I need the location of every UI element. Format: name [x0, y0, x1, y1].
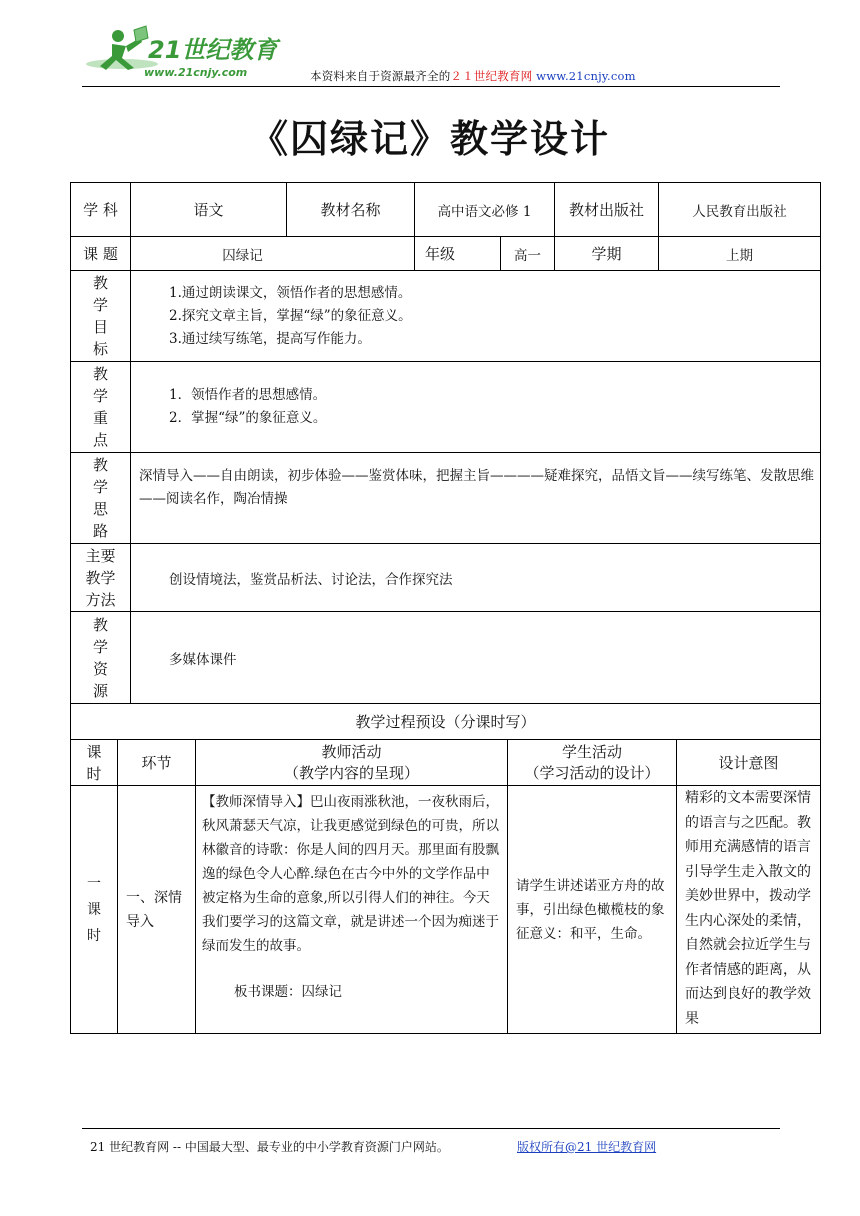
focus-content	[131, 362, 821, 453]
goal-item: 2.探究文章主旨，掌握“绿”的象征意义。	[169, 307, 412, 324]
page-title: 《囚绿记》教学设计	[249, 117, 610, 161]
col-intent: 设计意图	[677, 740, 821, 786]
focus-label: 教 学 重 点	[71, 362, 131, 453]
logo-text: 21世纪教育	[148, 36, 278, 64]
grade-label: 年级	[415, 237, 501, 271]
process-table	[70, 703, 821, 1034]
focus-item: 1．领悟作者的思想感情。	[169, 387, 327, 403]
resources-content: 多媒体课件	[131, 612, 821, 704]
header-note	[310, 68, 636, 84]
methods-content: 创设情境法，鉴赏品析法、讨论法，合作探究法	[131, 544, 821, 612]
term-label: 学期	[555, 237, 659, 271]
term-value: 上期	[659, 237, 821, 271]
col-teacher: 教师活动 （教学内容的呈现）	[196, 740, 508, 786]
footer-copyright-link[interactable]: 版权所有@21 世纪教育网	[517, 1140, 657, 1154]
textbook-value: 高中语文必修 1	[415, 183, 555, 237]
header-note-prefix: 本资料来自于资源最齐全的	[310, 69, 451, 83]
goal-item: 1.通过朗读课文，领悟作者的思想感情。	[169, 284, 412, 301]
process-heading: 教学过程预设（分课时写）	[71, 704, 821, 740]
methods-label: 主要 教学 方法	[71, 544, 131, 612]
table-row	[71, 786, 821, 1034]
topic-label: 课 题	[71, 237, 131, 271]
header-note-url[interactable]: www.21cnjy.com	[536, 69, 636, 83]
topic-value: 囚绿记	[131, 237, 415, 271]
col-period: 课 时	[71, 740, 118, 786]
textbook-label: 教材名称	[287, 183, 415, 237]
col-stage: 环节	[118, 740, 196, 786]
goals-label: 教 学 目 标	[71, 271, 131, 362]
logo-url: www.21cnjy.com	[144, 66, 248, 79]
lesson-info-table	[70, 182, 821, 704]
footer-text: 21 世纪教育网 -- 中国最大型、最专业的中小学教育资源门户网站。	[90, 1140, 449, 1154]
footer-divider	[82, 1128, 780, 1129]
goal-item: 3.通过续写练笔，提高写作能力。	[169, 330, 371, 347]
focus-item: 2．掌握“绿”的象征意义。	[169, 410, 327, 426]
row-period: 一 课 时	[71, 786, 118, 1034]
runner-logo-icon	[82, 24, 282, 84]
publisher-value: 人民教育出版社	[659, 183, 821, 237]
header-divider	[82, 86, 780, 87]
grade-value: 高一	[501, 237, 555, 271]
resources-label: 教 学 资 源	[71, 612, 131, 704]
site-logo	[82, 24, 282, 84]
approach-content: 深情导入——自由朗读，初步体验——鉴赏体味，把握主旨————疑难探究，品悟文旨——续写练笔、发散思维——阅读名作，陶冶情操	[131, 453, 821, 544]
subject-value: 语文	[131, 183, 287, 237]
row-stage: 一、深情导入	[118, 786, 196, 1034]
header-note-site[interactable]: ２１世纪教育网	[450, 69, 533, 83]
goals-content	[131, 271, 821, 362]
approach-label: 教 学 思 路	[71, 453, 131, 544]
row-teacher: 【教师深情导入】巴山夜雨涨秋池，一夜秋雨后，秋风萧瑟天气凉，让我更感觉到绿色的可贵，所以林徽音的诗歌：你是人间的四月天。那里面有股飘逸的绿色令人心醉.绿色在古今中外的文学作品中被定格为生命的意象,所以引得人们的神往。今天我们要学习的这篇文章，就是讲述一个因为痴迷于绿而发生的故事。 板书课题：囚绿记	[196, 786, 508, 1034]
row-student: 请学生讲述诺亚方舟的故事，引出绿色橄榄枝的象征意义：和平，生命。	[508, 786, 677, 1034]
col-student: 学生活动 （学习活动的设计）	[508, 740, 677, 786]
row-intent: 精彩的文本需要深情的语言与之匹配。教师用充满感情的语言引导学生走入散文的美妙世界中，拨动学生内心深处的柔情，自然就会拉近学生与作者情感的距离，从而达到良好的教学效果	[677, 786, 821, 1034]
publisher-label: 教材出版社	[555, 183, 659, 237]
subject-label: 学 科	[71, 183, 131, 237]
